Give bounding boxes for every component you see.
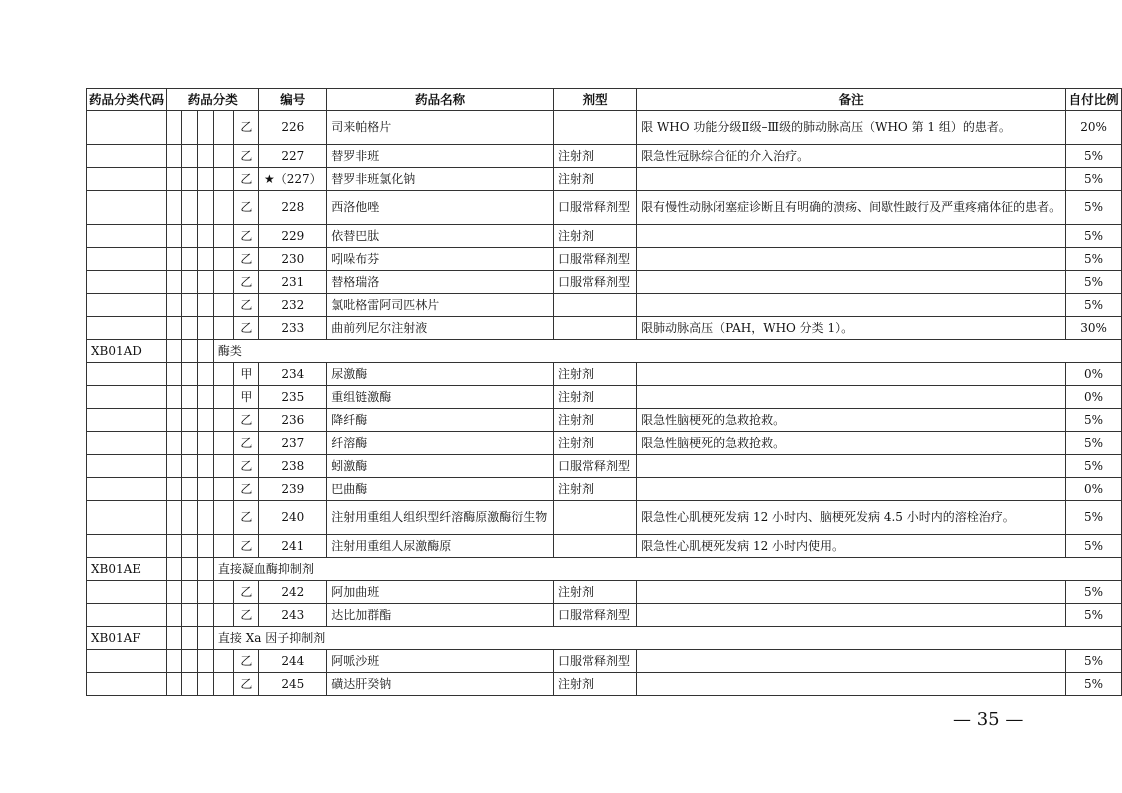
- empty-cell: [87, 673, 167, 696]
- drug-form-cell: 口服常释剂型: [554, 271, 637, 294]
- drug-ratio-cell: 20%: [1066, 111, 1122, 145]
- drug-name-cell: 磺达肝癸钠: [327, 673, 554, 696]
- drug-class-cell: 乙: [234, 225, 259, 248]
- empty-cell: [167, 409, 182, 432]
- drug-name-cell: 西洛他唑: [327, 191, 554, 225]
- drug-form-cell: 注射剂: [554, 478, 637, 501]
- drug-ratio-cell: 0%: [1066, 386, 1122, 409]
- empty-cell: [197, 650, 213, 673]
- drug-form-cell: 口服常释剂型: [554, 455, 637, 478]
- empty-cell: [167, 581, 182, 604]
- drug-remark-cell: [637, 363, 1066, 386]
- empty-cell: [167, 191, 182, 225]
- empty-cell: [182, 145, 198, 168]
- drug-name-cell: 蚓激酶: [327, 455, 554, 478]
- empty-cell: [182, 386, 198, 409]
- empty-cell: [213, 248, 234, 271]
- empty-cell: [197, 627, 213, 650]
- empty-cell: [87, 386, 167, 409]
- empty-cell: [167, 455, 182, 478]
- empty-cell: [213, 386, 234, 409]
- empty-cell: [197, 604, 213, 627]
- drug-name-cell: 曲前列尼尔注射液: [327, 317, 554, 340]
- empty-cell: [197, 191, 213, 225]
- empty-cell: [182, 535, 198, 558]
- empty-cell: [197, 145, 213, 168]
- drug-ratio-cell: 5%: [1066, 271, 1122, 294]
- empty-cell: [87, 145, 167, 168]
- empty-cell: [87, 581, 167, 604]
- drug-number-cell: 240: [259, 501, 327, 535]
- empty-cell: [167, 294, 182, 317]
- drug-remark-cell: [637, 386, 1066, 409]
- empty-cell: [197, 271, 213, 294]
- drug-form-cell: 口服常释剂型: [554, 191, 637, 225]
- empty-cell: [213, 673, 234, 696]
- drug-number-cell: 239: [259, 478, 327, 501]
- drug-class-cell: 乙: [234, 432, 259, 455]
- drug-form-cell: 注射剂: [554, 673, 637, 696]
- drug-ratio-cell: 5%: [1066, 432, 1122, 455]
- table-row: [87, 455, 1122, 478]
- empty-cell: [197, 581, 213, 604]
- drug-form-cell: [554, 501, 637, 535]
- drug-class-cell: 乙: [234, 111, 259, 145]
- section-row: [87, 627, 1122, 650]
- empty-cell: [87, 168, 167, 191]
- empty-cell: [87, 363, 167, 386]
- table-row: [87, 386, 1122, 409]
- empty-cell: [213, 604, 234, 627]
- drug-number-cell: 227: [259, 145, 327, 168]
- empty-cell: [197, 168, 213, 191]
- section-code-cell: XB01AF: [87, 627, 167, 650]
- empty-cell: [167, 145, 182, 168]
- drug-form-cell: 注射剂: [554, 225, 637, 248]
- empty-cell: [197, 340, 213, 363]
- empty-cell: [213, 363, 234, 386]
- table-row: [87, 409, 1122, 432]
- empty-cell: [213, 191, 234, 225]
- empty-cell: [167, 673, 182, 696]
- table-row: [87, 294, 1122, 317]
- drug-number-cell: 232: [259, 294, 327, 317]
- empty-cell: [213, 317, 234, 340]
- drug-remark-cell: [637, 294, 1066, 317]
- empty-cell: [213, 145, 234, 168]
- empty-cell: [213, 455, 234, 478]
- empty-cell: [182, 271, 198, 294]
- drug-remark-cell: [637, 650, 1066, 673]
- drug-ratio-cell: 0%: [1066, 478, 1122, 501]
- drug-form-cell: 注射剂: [554, 168, 637, 191]
- empty-cell: [213, 294, 234, 317]
- section-code-cell: XB01AE: [87, 558, 167, 581]
- empty-cell: [167, 558, 182, 581]
- drug-number-cell: 245: [259, 673, 327, 696]
- drug-class-cell: 乙: [234, 535, 259, 558]
- empty-cell: [87, 317, 167, 340]
- drug-name-cell: 降纤酶: [327, 409, 554, 432]
- empty-cell: [182, 478, 198, 501]
- header-category: 药品分类: [167, 89, 259, 111]
- empty-cell: [182, 558, 198, 581]
- empty-cell: [167, 111, 182, 145]
- drug-number-cell: 242: [259, 581, 327, 604]
- drug-number-cell: 234: [259, 363, 327, 386]
- drug-remark-cell: 限急性心肌梗死发病 12 小时内、脑梗死发病 4.5 小时内的溶栓治疗。: [637, 501, 1066, 535]
- empty-cell: [197, 432, 213, 455]
- empty-cell: [87, 478, 167, 501]
- empty-cell: [87, 271, 167, 294]
- table-row: [87, 581, 1122, 604]
- drug-name-cell: 纤溶酶: [327, 432, 554, 455]
- empty-cell: [197, 673, 213, 696]
- empty-cell: [197, 455, 213, 478]
- empty-cell: [87, 409, 167, 432]
- section-row: [87, 340, 1122, 363]
- drug-class-cell: 乙: [234, 317, 259, 340]
- empty-cell: [197, 501, 213, 535]
- drug-form-cell: 口服常释剂型: [554, 604, 637, 627]
- drug-number-cell: 230: [259, 248, 327, 271]
- drug-remark-cell: [637, 455, 1066, 478]
- table-row: [87, 191, 1122, 225]
- drug-remark-cell: 限肺动脉高压（PAH，WHO 分类 1）。: [637, 317, 1066, 340]
- empty-cell: [197, 248, 213, 271]
- empty-cell: [197, 409, 213, 432]
- drug-name-cell: 阿加曲班: [327, 581, 554, 604]
- drug-remark-cell: 限有慢性动脉闭塞症诊断且有明确的溃疡、间歇性跛行及严重疼痛体征的患者。: [637, 191, 1066, 225]
- drug-ratio-cell: 5%: [1066, 455, 1122, 478]
- drug-ratio-cell: 30%: [1066, 317, 1122, 340]
- section-label-cell: 酶类: [213, 340, 1121, 363]
- drug-form-cell: 注射剂: [554, 145, 637, 168]
- empty-cell: [197, 558, 213, 581]
- empty-cell: [213, 478, 234, 501]
- drug-ratio-cell: 5%: [1066, 604, 1122, 627]
- drug-name-cell: 注射用重组人组织型纤溶酶原激酶衍生物: [327, 501, 554, 535]
- drug-name-cell: 注射用重组人尿激酶原: [327, 535, 554, 558]
- drug-form-cell: 注射剂: [554, 386, 637, 409]
- table-row: [87, 673, 1122, 696]
- empty-cell: [182, 340, 198, 363]
- drug-remark-cell: [637, 478, 1066, 501]
- empty-cell: [167, 317, 182, 340]
- drug-ratio-cell: 5%: [1066, 248, 1122, 271]
- table-row: [87, 478, 1122, 501]
- drug-ratio-cell: 5%: [1066, 145, 1122, 168]
- drug-ratio-cell: 5%: [1066, 650, 1122, 673]
- drug-name-cell: 吲哚布芬: [327, 248, 554, 271]
- empty-cell: [182, 317, 198, 340]
- empty-cell: [182, 627, 198, 650]
- drug-class-cell: 乙: [234, 673, 259, 696]
- empty-cell: [87, 191, 167, 225]
- drug-list-table: [86, 88, 1122, 696]
- empty-cell: [182, 248, 198, 271]
- drug-ratio-cell: 5%: [1066, 225, 1122, 248]
- empty-cell: [167, 386, 182, 409]
- empty-cell: [182, 111, 198, 145]
- drug-name-cell: 巴曲酶: [327, 478, 554, 501]
- drug-form-cell: 注射剂: [554, 432, 637, 455]
- empty-cell: [213, 650, 234, 673]
- drug-remark-cell: 限急性心肌梗死发病 12 小时内使用。: [637, 535, 1066, 558]
- drug-class-cell: 乙: [234, 650, 259, 673]
- drug-class-cell: 乙: [234, 501, 259, 535]
- drug-remark-cell: [637, 271, 1066, 294]
- drug-name-cell: 司来帕格片: [327, 111, 554, 145]
- header-form: 剂型: [554, 89, 637, 111]
- table-row: [87, 501, 1122, 535]
- empty-cell: [213, 271, 234, 294]
- empty-cell: [182, 191, 198, 225]
- empty-cell: [182, 581, 198, 604]
- drug-number-cell: ★（227）: [259, 168, 327, 191]
- header-row: [87, 89, 1122, 111]
- drug-ratio-cell: 0%: [1066, 363, 1122, 386]
- empty-cell: [182, 225, 198, 248]
- empty-cell: [213, 111, 234, 145]
- drug-class-cell: 乙: [234, 604, 259, 627]
- drug-class-cell: 乙: [234, 455, 259, 478]
- empty-cell: [213, 535, 234, 558]
- table-row: [87, 363, 1122, 386]
- drug-class-cell: 甲: [234, 363, 259, 386]
- empty-cell: [197, 317, 213, 340]
- drug-name-cell: 达比加群酯: [327, 604, 554, 627]
- drug-number-cell: 228: [259, 191, 327, 225]
- empty-cell: [167, 225, 182, 248]
- drug-ratio-cell: 5%: [1066, 673, 1122, 696]
- drug-name-cell: 替罗非班氯化钠: [327, 168, 554, 191]
- empty-cell: [167, 340, 182, 363]
- empty-cell: [182, 363, 198, 386]
- empty-cell: [182, 650, 198, 673]
- drug-class-cell: 乙: [234, 168, 259, 191]
- empty-cell: [87, 225, 167, 248]
- drug-form-cell: [554, 111, 637, 145]
- drug-form-cell: 注射剂: [554, 581, 637, 604]
- table-row: [87, 271, 1122, 294]
- header-remark: 备注: [637, 89, 1066, 111]
- header-name: 药品名称: [327, 89, 554, 111]
- drug-number-cell: 229: [259, 225, 327, 248]
- drug-form-cell: [554, 294, 637, 317]
- empty-cell: [87, 432, 167, 455]
- empty-cell: [167, 432, 182, 455]
- empty-cell: [197, 111, 213, 145]
- section-label-cell: 直接 Xa 因子抑制剂: [213, 627, 1121, 650]
- empty-cell: [197, 535, 213, 558]
- empty-cell: [182, 604, 198, 627]
- drug-remark-cell: [637, 225, 1066, 248]
- empty-cell: [87, 535, 167, 558]
- drug-name-cell: 重组链激酶: [327, 386, 554, 409]
- empty-cell: [167, 627, 182, 650]
- drug-ratio-cell: 5%: [1066, 501, 1122, 535]
- table-row: [87, 604, 1122, 627]
- page-number: — 35 —: [953, 709, 1024, 730]
- empty-cell: [87, 650, 167, 673]
- table-row: [87, 168, 1122, 191]
- drug-number-cell: 244: [259, 650, 327, 673]
- empty-cell: [213, 501, 234, 535]
- empty-cell: [87, 248, 167, 271]
- drug-name-cell: 氯吡格雷阿司匹林片: [327, 294, 554, 317]
- empty-cell: [182, 409, 198, 432]
- drug-form-cell: 注射剂: [554, 409, 637, 432]
- empty-cell: [182, 501, 198, 535]
- empty-cell: [182, 455, 198, 478]
- empty-cell: [197, 386, 213, 409]
- empty-cell: [197, 294, 213, 317]
- empty-cell: [213, 168, 234, 191]
- drug-class-cell: 乙: [234, 581, 259, 604]
- drug-class-cell: 乙: [234, 294, 259, 317]
- section-code-cell: XB01AD: [87, 340, 167, 363]
- drug-class-cell: 乙: [234, 145, 259, 168]
- empty-cell: [87, 294, 167, 317]
- drug-form-cell: [554, 535, 637, 558]
- drug-number-cell: 241: [259, 535, 327, 558]
- drug-ratio-cell: 5%: [1066, 409, 1122, 432]
- empty-cell: [182, 673, 198, 696]
- drug-class-cell: 乙: [234, 271, 259, 294]
- empty-cell: [182, 294, 198, 317]
- empty-cell: [167, 535, 182, 558]
- drug-remark-cell: [637, 581, 1066, 604]
- empty-cell: [213, 409, 234, 432]
- empty-cell: [167, 604, 182, 627]
- header-number: 编号: [259, 89, 327, 111]
- empty-cell: [167, 501, 182, 535]
- drug-form-cell: 注射剂: [554, 363, 637, 386]
- drug-name-cell: 尿激酶: [327, 363, 554, 386]
- drug-number-cell: 236: [259, 409, 327, 432]
- drug-remark-cell: 限急性冠脉综合征的介入治疗。: [637, 145, 1066, 168]
- table-row: [87, 317, 1122, 340]
- empty-cell: [197, 478, 213, 501]
- drug-class-cell: 乙: [234, 248, 259, 271]
- drug-number-cell: 233: [259, 317, 327, 340]
- drug-number-cell: 231: [259, 271, 327, 294]
- header-ratio: 自付比例: [1066, 89, 1122, 111]
- drug-remark-cell: [637, 604, 1066, 627]
- drug-remark-cell: [637, 673, 1066, 696]
- drug-name-cell: 阿哌沙班: [327, 650, 554, 673]
- drug-number-cell: 235: [259, 386, 327, 409]
- drug-number-cell: 237: [259, 432, 327, 455]
- drug-number-cell: 226: [259, 111, 327, 145]
- drug-ratio-cell: 5%: [1066, 535, 1122, 558]
- drug-class-cell: 乙: [234, 478, 259, 501]
- drug-form-cell: 口服常释剂型: [554, 248, 637, 271]
- table-body: [87, 111, 1122, 696]
- drug-number-cell: 243: [259, 604, 327, 627]
- empty-cell: [87, 501, 167, 535]
- empty-cell: [87, 111, 167, 145]
- drug-number-cell: 238: [259, 455, 327, 478]
- empty-cell: [197, 363, 213, 386]
- table-row: [87, 650, 1122, 673]
- table-row: [87, 225, 1122, 248]
- empty-cell: [213, 432, 234, 455]
- empty-cell: [167, 650, 182, 673]
- table-row: [87, 145, 1122, 168]
- empty-cell: [167, 478, 182, 501]
- empty-cell: [167, 248, 182, 271]
- empty-cell: [182, 432, 198, 455]
- section-label-cell: 直接凝血酶抑制剂: [213, 558, 1121, 581]
- drug-remark-cell: 限 WHO 功能分级Ⅱ级–Ⅲ级的肺动脉高压（WHO 第 1 组）的患者。: [637, 111, 1066, 145]
- empty-cell: [167, 271, 182, 294]
- empty-cell: [167, 363, 182, 386]
- drug-ratio-cell: 5%: [1066, 191, 1122, 225]
- drug-form-cell: 口服常释剂型: [554, 650, 637, 673]
- drug-form-cell: [554, 317, 637, 340]
- drug-ratio-cell: 5%: [1066, 168, 1122, 191]
- drug-remark-cell: [637, 248, 1066, 271]
- drug-class-cell: 甲: [234, 386, 259, 409]
- drug-remark-cell: 限急性脑梗死的急救抢救。: [637, 432, 1066, 455]
- drug-class-cell: 乙: [234, 191, 259, 225]
- empty-cell: [213, 225, 234, 248]
- empty-cell: [182, 168, 198, 191]
- header-code: 药品分类代码: [87, 89, 167, 111]
- drug-ratio-cell: 5%: [1066, 294, 1122, 317]
- table-row: [87, 111, 1122, 145]
- empty-cell: [167, 168, 182, 191]
- table-row: [87, 535, 1122, 558]
- drug-name-cell: 替罗非班: [327, 145, 554, 168]
- drug-remark-cell: [637, 168, 1066, 191]
- empty-cell: [197, 225, 213, 248]
- section-row: [87, 558, 1122, 581]
- empty-cell: [87, 604, 167, 627]
- table-row: [87, 248, 1122, 271]
- empty-cell: [87, 455, 167, 478]
- table-row: [87, 432, 1122, 455]
- drug-class-cell: 乙: [234, 409, 259, 432]
- drug-name-cell: 替格瑞洛: [327, 271, 554, 294]
- empty-cell: [213, 581, 234, 604]
- drug-remark-cell: 限急性脑梗死的急救抢救。: [637, 409, 1066, 432]
- drug-ratio-cell: 5%: [1066, 581, 1122, 604]
- drug-name-cell: 依替巴肽: [327, 225, 554, 248]
